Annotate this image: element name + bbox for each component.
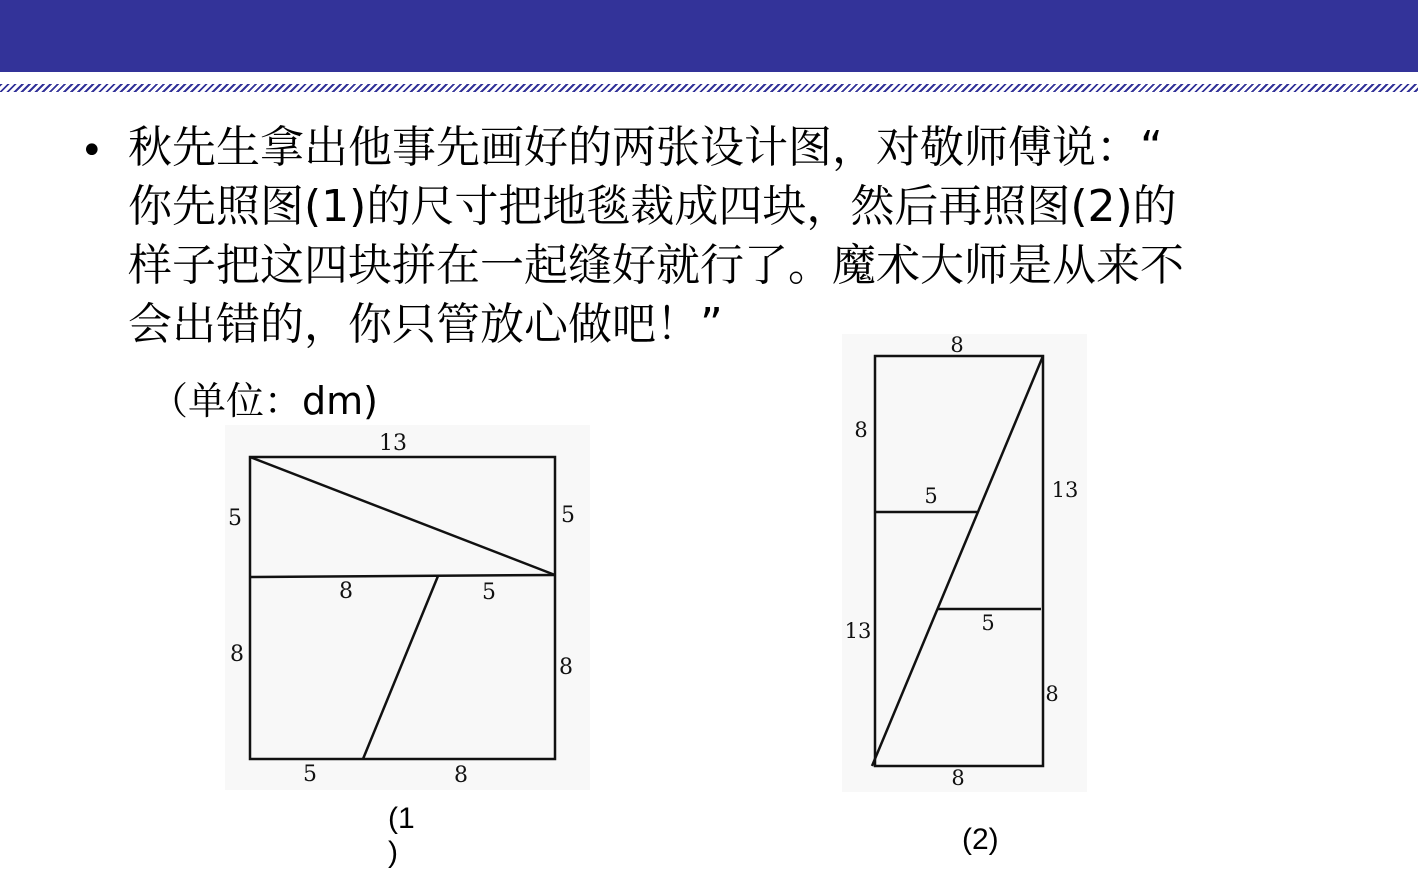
figure-1-diagram	[225, 425, 590, 790]
figure-2-caption: (2)	[962, 823, 999, 856]
figure-2-label-top: 8	[950, 334, 964, 357]
unit-label: （单位：dm)	[150, 379, 378, 423]
figure-1-label-mid-left: 8	[339, 579, 353, 604]
figure-1-label-bottom-right: 8	[454, 763, 468, 788]
figure-2-label-right-lower: 8	[1045, 682, 1059, 706]
figure-1-label-right-lower: 8	[559, 655, 573, 680]
figure-2-label-right: 13	[1051, 478, 1079, 502]
figure-1-label-mid-right: 5	[482, 580, 496, 605]
figure-1-label-top: 13	[379, 431, 407, 456]
figure-2-label-left-lower: 13	[844, 619, 872, 643]
figure-2-label-inner-upper: 5	[924, 484, 938, 508]
figure-2-label-inner-lower: 5	[981, 611, 995, 635]
figure-2-label-left-upper: 8	[854, 418, 868, 442]
header-divider	[0, 84, 1418, 92]
figure-1-label-left-upper: 5	[228, 506, 242, 531]
header-bar	[0, 0, 1418, 72]
body-paragraph: 秋先生拿出他事先画好的两张设计图，对敬师傅说：“ 你先照图(1)的尺寸把地毯裁成四块，然后再照图(2)的 样子把这四块拼在一起缝好就行了。魔术大师是从来不 会出错的，你只管放心做吧！”	[128, 122, 1184, 350]
figure-1-label-bottom-left: 5	[303, 762, 317, 787]
figure-1-label-right-upper: 5	[561, 503, 575, 528]
figure-2-label-bottom: 8	[951, 766, 965, 790]
figure-1-label-left-lower: 8	[230, 642, 244, 667]
figure-2-diagram	[842, 334, 1087, 792]
figure-1-caption: (1 )	[388, 802, 415, 869]
bullet-dot: •	[80, 128, 104, 174]
